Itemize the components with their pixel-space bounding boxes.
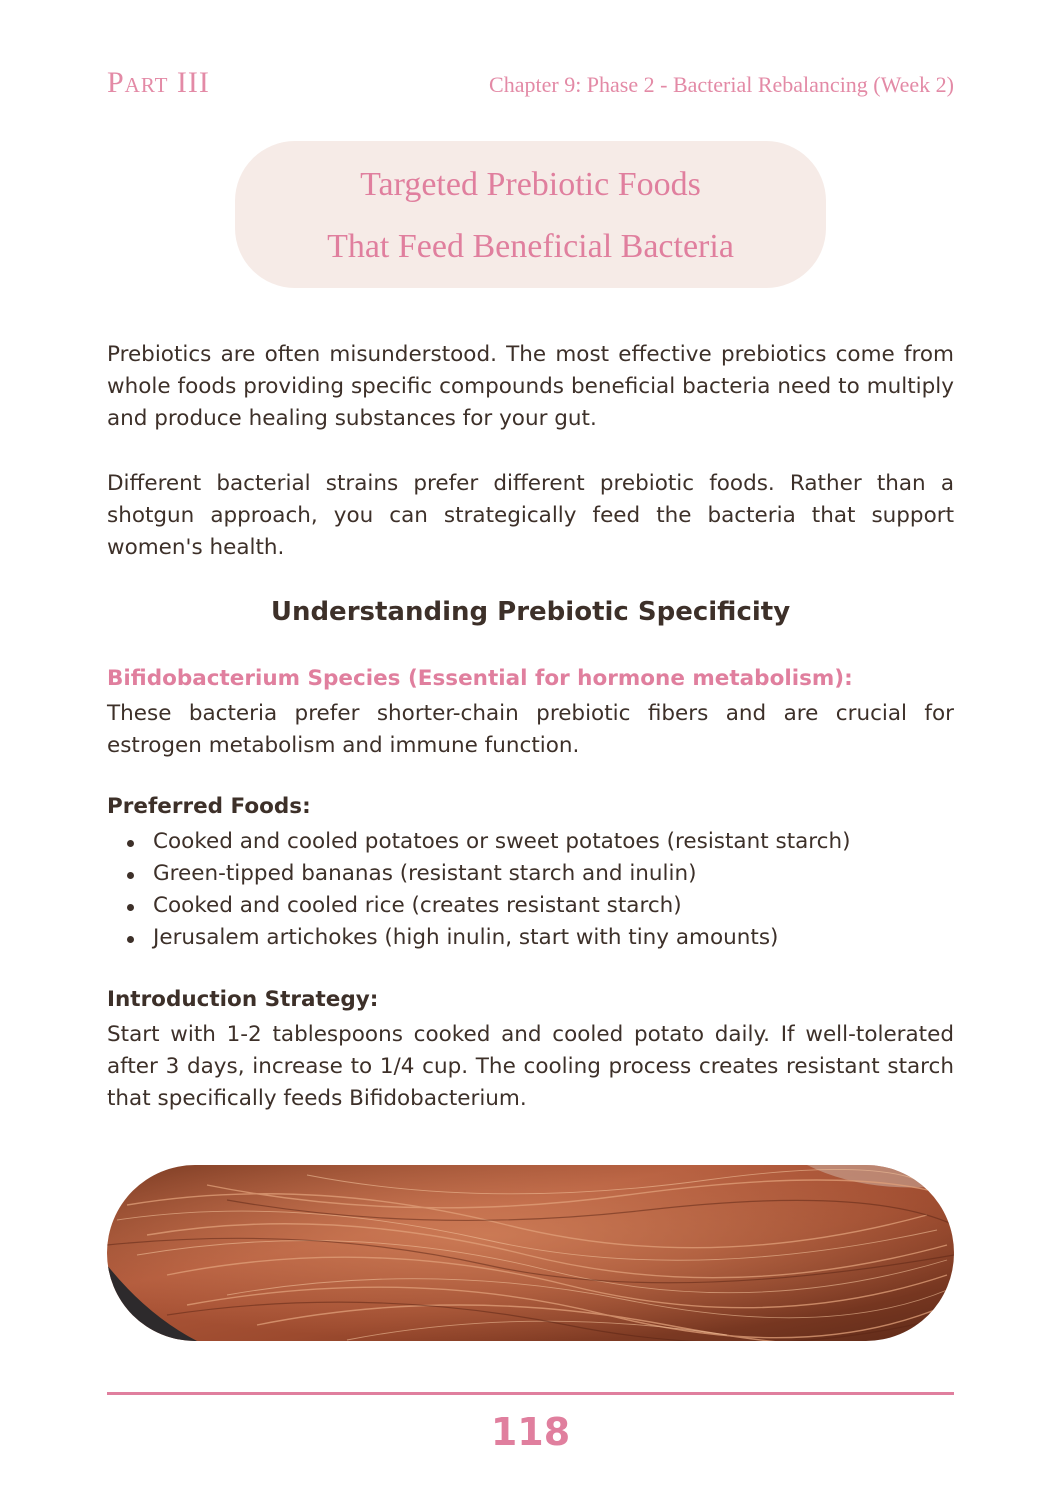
page-header (107, 64, 954, 108)
list-item: Green-tipped bananas (resistant starch and inulin) (107, 858, 851, 890)
preferred-foods-list (107, 826, 851, 954)
species-label: Bifidobacterium Species (Essential for hormone metabolism): (107, 666, 853, 691)
species-description: These bacteria prefer shorter-chain prebiotic fibers and are crucial for estrogen metabolism and immune function. (107, 701, 954, 758)
intro-paragraph-1: Prebiotics are often misunderstood. The most effective prebiotics come from whole foods providing specific compounds beneficial bacteria need to multiply and produce healing substances for your gut. (107, 342, 954, 431)
list-item: Cooked and cooled rice (creates resistant starch) (107, 890, 851, 922)
chapter-title: Chapter 9: Phase 2 - Bacterial Rebalancing (Week 2) (489, 72, 954, 97)
title-line-1: Targeted Prebiotic Foods (360, 166, 701, 203)
introduction-strategy-text: Start with 1-2 tablespoons cooked and cooled potato daily. If well-tolerated after 3 days, increase to 1/4 cup. The cooling process creates resistant starch that specifically feeds Bifidobacterium. (107, 1022, 954, 1111)
introduction-strategy-label: Introduction Strategy: (107, 987, 379, 1012)
page-number: 118 (490, 1410, 571, 1454)
coconut-fiber-photo (107, 1165, 954, 1341)
intro-paragraph-2: Different bacterial strains prefer different prebiotic foods. Rather than a shotgun approach, you can strategically feed the bacteria that support women's health. (107, 471, 954, 560)
part-label: Part III (107, 66, 210, 99)
list-item: Jerusalem artichokes (high inulin, start with tiny amounts) (107, 922, 851, 954)
title-line-2: That Feed Beneficial Bacteria (327, 228, 734, 265)
list-item: Cooked and cooled potatoes or sweet potatoes (resistant starch) (107, 826, 851, 858)
footer-divider (107, 1392, 954, 1395)
preferred-foods-label: Preferred Foods: (107, 794, 311, 819)
section-heading: Understanding Prebiotic Specificity (270, 597, 791, 627)
title-box (235, 141, 826, 288)
